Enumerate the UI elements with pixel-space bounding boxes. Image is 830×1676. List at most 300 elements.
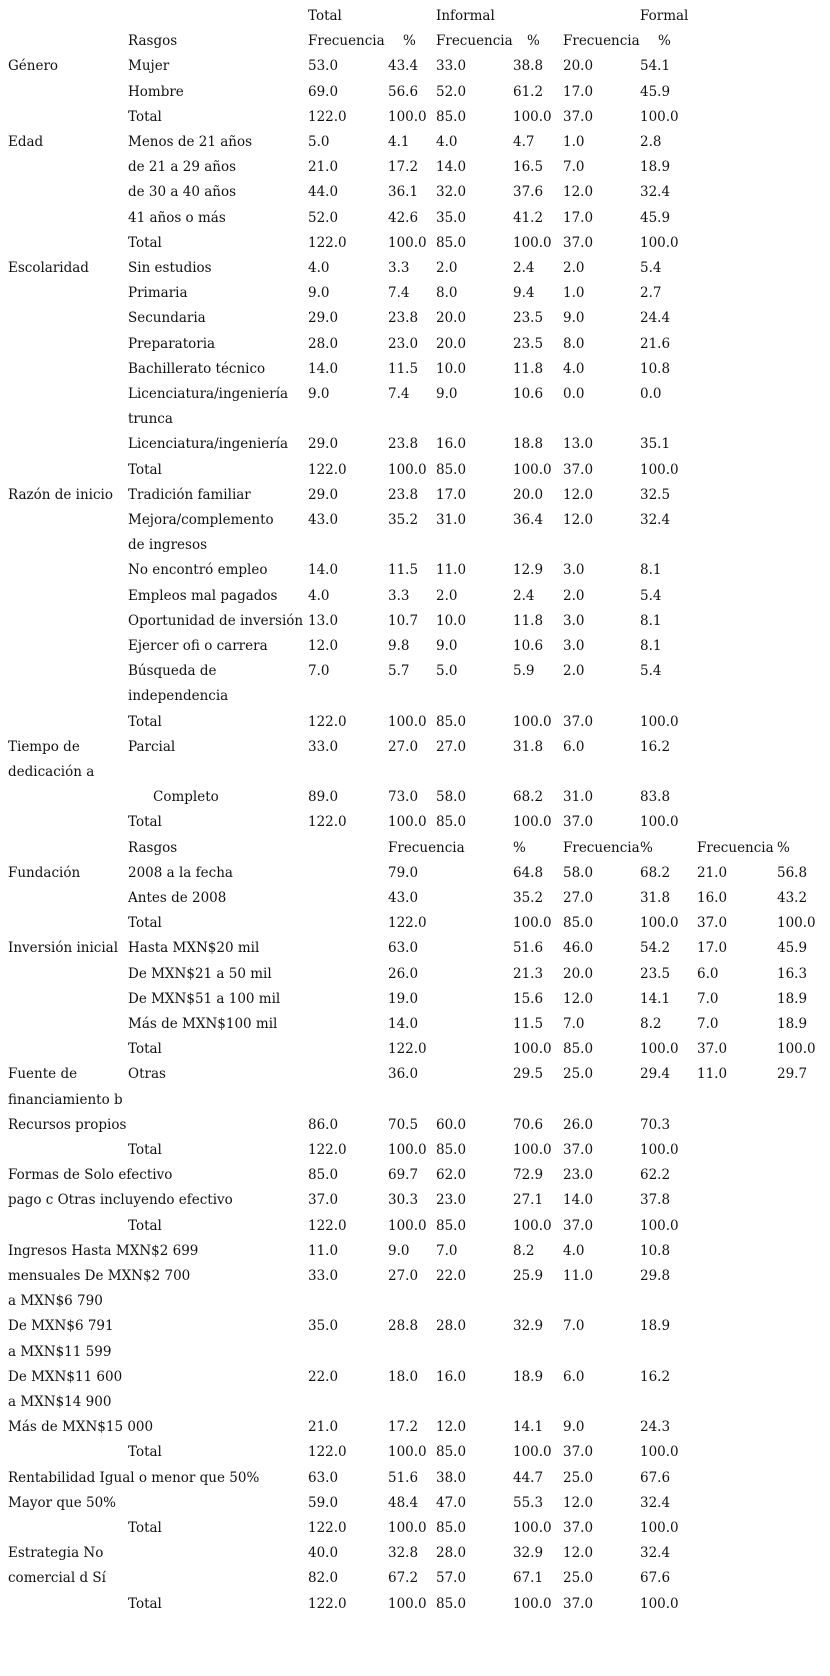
table-cell: 8.1 bbox=[640, 562, 662, 579]
table-cell: 62.2 bbox=[640, 1167, 671, 1184]
table-cell: 100.0 bbox=[640, 461, 679, 478]
table-cell: 23.5 bbox=[513, 310, 544, 327]
column-group-header: Total bbox=[308, 8, 342, 24]
table-cell: 43.2 bbox=[777, 890, 808, 906]
table-cell: 10.0 bbox=[436, 612, 467, 629]
row-label: Menos de 21 años bbox=[128, 134, 253, 150]
table-cell: 29.7 bbox=[777, 1066, 808, 1083]
table-cell: 2.8 bbox=[640, 134, 662, 150]
table-cell: 100.0 bbox=[513, 915, 552, 932]
table-cell: 100.0 bbox=[513, 461, 552, 478]
table-cell: 73.0 bbox=[388, 789, 419, 806]
row-category: Estrategia No bbox=[8, 1545, 104, 1562]
table-cell: 12.0 bbox=[308, 638, 339, 654]
table-cell: 33.0 bbox=[308, 1268, 339, 1284]
table-cell: 36.4 bbox=[513, 512, 544, 528]
table-cell: 2.4 bbox=[513, 260, 535, 276]
row-category: Recursos propios bbox=[8, 1116, 127, 1133]
table-cell: 100.0 bbox=[640, 1595, 679, 1612]
table-cell: 9.0 bbox=[388, 1242, 410, 1259]
table-cell: 45.9 bbox=[640, 83, 671, 100]
table-cell: 100.0 bbox=[513, 1041, 552, 1058]
table-cell: 100.0 bbox=[640, 1142, 679, 1158]
table-cell: 37.0 bbox=[563, 461, 594, 478]
table-cell: 85.0 bbox=[436, 1217, 467, 1234]
table-cell: 3.3 bbox=[388, 260, 410, 276]
table-cell: 24.4 bbox=[640, 310, 671, 327]
table-cell: 18.9 bbox=[777, 990, 808, 1007]
table-cell: 4.0 bbox=[436, 134, 458, 150]
table-cell: 54.1 bbox=[640, 58, 671, 75]
table-cell: 28.8 bbox=[388, 1318, 419, 1335]
row-label: Antes de 2008 bbox=[128, 890, 227, 906]
table-cell: 46.0 bbox=[563, 940, 594, 957]
table-cell: 2.0 bbox=[563, 260, 585, 276]
table-cell: 53.0 bbox=[308, 58, 339, 75]
row-label: Secundaria bbox=[128, 310, 206, 327]
row-label: Completo bbox=[153, 789, 219, 806]
table-cell: 8.1 bbox=[640, 638, 662, 654]
table-cell: 38.8 bbox=[513, 58, 544, 75]
table-cell: 3.0 bbox=[563, 562, 585, 579]
table-cell: 1.0 bbox=[563, 285, 585, 302]
table-cell: 85.0 bbox=[436, 1595, 467, 1612]
table-cell: 6.0 bbox=[697, 965, 719, 982]
row-category: a MXN$14 900 bbox=[8, 1394, 112, 1410]
table-cell: 32.0 bbox=[436, 184, 467, 201]
table-cell: 14.0 bbox=[308, 562, 339, 579]
table-cell: 8.0 bbox=[436, 285, 458, 302]
row-category: financiamiento b bbox=[8, 1091, 123, 1108]
table-cell: % bbox=[777, 839, 790, 856]
row-category: Escolaridad bbox=[8, 260, 89, 276]
table-cell: 83.8 bbox=[640, 789, 671, 806]
row-label: Total bbox=[128, 915, 162, 932]
table-cell: 43.0 bbox=[308, 512, 339, 528]
table-cell: 100.0 bbox=[513, 1595, 552, 1612]
table-cell: 40.0 bbox=[308, 1545, 339, 1562]
table-cell: 16.2 bbox=[640, 738, 671, 755]
row-category: Edad bbox=[8, 134, 44, 150]
row-category: Formas de Solo efectivo bbox=[8, 1167, 173, 1184]
row-label: 2008 a la fecha bbox=[128, 864, 233, 881]
table-cell: 17.0 bbox=[563, 83, 594, 100]
table-cell: 0.0 bbox=[640, 386, 662, 402]
table-cell: 70.3 bbox=[640, 1116, 671, 1133]
row-label: Mujer bbox=[128, 58, 170, 75]
table-cell: 2.0 bbox=[563, 587, 585, 604]
table-cell: 14.0 bbox=[563, 1192, 594, 1209]
table-cell: Frecuencia bbox=[697, 839, 774, 856]
table-cell: 16.2 bbox=[640, 1368, 671, 1385]
table-cell: 100.0 bbox=[513, 1520, 552, 1536]
table-cell: 100.0 bbox=[388, 461, 427, 478]
table-cell: 9.0 bbox=[308, 386, 330, 402]
table-cell: 56.8 bbox=[777, 864, 808, 881]
table-cell: 85.0 bbox=[308, 1167, 339, 1184]
row-label: Total bbox=[128, 1142, 162, 1158]
table-cell: % bbox=[513, 839, 526, 856]
table-cell: 9.0 bbox=[563, 1419, 585, 1436]
table-cell: 17.0 bbox=[563, 209, 594, 226]
table-cell: 122.0 bbox=[308, 1444, 347, 1461]
row-label: Total bbox=[128, 1595, 162, 1612]
table-cell: 18.9 bbox=[640, 159, 671, 176]
table-cell: 79.0 bbox=[388, 864, 419, 881]
table-cell: 29.4 bbox=[640, 1066, 671, 1083]
table-cell: 9.0 bbox=[308, 285, 330, 302]
table-cell: 31.8 bbox=[640, 890, 671, 906]
table-cell: 100.0 bbox=[388, 713, 427, 730]
table-cell: 18.0 bbox=[388, 1368, 419, 1385]
table-cell: 59.0 bbox=[308, 1494, 339, 1511]
table-cell: 12.9 bbox=[513, 562, 544, 579]
row-category: Género bbox=[8, 58, 59, 75]
table-cell: 51.6 bbox=[388, 1469, 419, 1486]
table-cell: 23.0 bbox=[388, 335, 419, 352]
table-cell: 69.0 bbox=[308, 83, 339, 100]
row-category: pago c Otras incluyendo efectivo bbox=[8, 1192, 233, 1209]
table-cell: 16.5 bbox=[513, 159, 544, 176]
table-cell: 14.0 bbox=[308, 360, 339, 377]
row-label: Preparatoria bbox=[128, 335, 216, 352]
row-category: dedicación a bbox=[8, 764, 95, 780]
table-cell: 100.0 bbox=[388, 1444, 427, 1461]
table-cell: 14.0 bbox=[436, 159, 467, 176]
table-cell: 54.2 bbox=[640, 940, 671, 957]
table-cell: 100.0 bbox=[640, 1444, 679, 1461]
table-cell: 7.0 bbox=[563, 159, 585, 176]
column-header: % bbox=[403, 33, 416, 50]
table-cell: 100.0 bbox=[513, 1217, 552, 1234]
table-cell: 35.2 bbox=[388, 512, 419, 528]
row-label: Total bbox=[128, 1041, 162, 1058]
row-label: Total bbox=[128, 234, 162, 251]
table-cell: 44.7 bbox=[513, 1469, 544, 1486]
table-cell: 37.0 bbox=[563, 1142, 594, 1158]
table-cell: 100.0 bbox=[513, 1142, 552, 1158]
table-cell: 61.2 bbox=[513, 83, 544, 100]
table-cell: 23.0 bbox=[563, 1167, 594, 1184]
table-cell: 36.0 bbox=[388, 1066, 419, 1083]
table-cell: 122.0 bbox=[308, 108, 347, 125]
table-cell: 14.1 bbox=[640, 990, 671, 1007]
table-cell: 14.1 bbox=[513, 1419, 544, 1436]
table-cell: 32.5 bbox=[640, 486, 671, 503]
table-cell: 2.0 bbox=[436, 587, 458, 604]
row-label: Bachillerato técnico bbox=[128, 360, 266, 377]
table-cell: 32.4 bbox=[640, 512, 671, 528]
table-cell: 20.0 bbox=[436, 335, 467, 352]
table-cell: 27.0 bbox=[388, 1268, 419, 1284]
row-label: Total bbox=[128, 1520, 162, 1536]
table-cell: 7.4 bbox=[388, 285, 410, 302]
row-label: Mejora/complemento bbox=[128, 512, 274, 528]
table-cell: 8.2 bbox=[513, 1242, 535, 1259]
table-cell: 45.9 bbox=[777, 940, 808, 957]
table-cell: 13.0 bbox=[563, 436, 594, 453]
table-cell: 5.4 bbox=[640, 587, 662, 604]
table-cell: 100.0 bbox=[640, 1217, 679, 1234]
table-cell: 15.6 bbox=[513, 990, 544, 1007]
table-cell: 86.0 bbox=[308, 1116, 339, 1133]
table-cell: 37.8 bbox=[640, 1192, 671, 1209]
row-category: De MXN$11 600 bbox=[8, 1368, 123, 1385]
table-cell: 43.0 bbox=[388, 890, 419, 906]
table-cell: 32.4 bbox=[640, 1545, 671, 1562]
table-cell: 14.0 bbox=[388, 1016, 419, 1032]
table-cell: 16.0 bbox=[436, 1368, 467, 1385]
table-cell: 21.6 bbox=[640, 335, 671, 352]
table-cell: 11.8 bbox=[513, 612, 544, 629]
table-cell: 11.0 bbox=[436, 562, 467, 579]
table-cell: 29.5 bbox=[513, 1066, 544, 1083]
row-label: Sin estudios bbox=[128, 260, 212, 276]
table-cell: 64.8 bbox=[513, 864, 544, 881]
table-cell: 3.0 bbox=[563, 638, 585, 654]
table-cell: 17.0 bbox=[697, 940, 728, 957]
table-cell: 67.6 bbox=[640, 1570, 671, 1587]
table-cell: 3.0 bbox=[563, 612, 585, 629]
table-cell: 43.4 bbox=[388, 58, 419, 75]
table-cell: 62.0 bbox=[436, 1167, 467, 1184]
table-cell: 37.0 bbox=[563, 1595, 594, 1612]
table-cell: 100.0 bbox=[388, 1595, 427, 1612]
table-cell: 4.0 bbox=[308, 260, 330, 276]
table-cell: 29.8 bbox=[640, 1268, 671, 1284]
table-cell: 23.8 bbox=[388, 310, 419, 327]
table-cell: 27.0 bbox=[388, 738, 419, 755]
table-cell: 28.0 bbox=[436, 1545, 467, 1562]
table-cell: 11.0 bbox=[697, 1066, 728, 1083]
row-label: Más de MXN$100 mil bbox=[128, 1016, 278, 1032]
table-cell: 9.4 bbox=[513, 285, 535, 302]
row-label: Licenciatura/ingeniería bbox=[128, 436, 289, 453]
table-cell: 60.0 bbox=[436, 1116, 467, 1133]
table-cell: 20.0 bbox=[436, 310, 467, 327]
table-cell: 100.0 bbox=[777, 1041, 816, 1058]
table-cell: 85.0 bbox=[436, 1142, 467, 1158]
row-label: Licenciatura/ingeniería bbox=[128, 386, 289, 402]
table-cell: 82.0 bbox=[308, 1570, 339, 1587]
table-cell: 27.0 bbox=[436, 738, 467, 755]
row-category: Fundación bbox=[8, 864, 81, 881]
row-category: Fuente de bbox=[8, 1066, 78, 1083]
row-category: a MXN$6 790 bbox=[8, 1293, 103, 1310]
row-category: De MXN$6 791 bbox=[8, 1318, 114, 1335]
table-cell: 38.0 bbox=[436, 1469, 467, 1486]
row-label: Búsqueda de bbox=[128, 663, 217, 680]
table-cell: 27.0 bbox=[563, 890, 594, 906]
table-cell: 100.0 bbox=[640, 108, 679, 125]
table-cell: 9.0 bbox=[436, 638, 458, 654]
table-cell: 63.0 bbox=[388, 940, 419, 957]
table-cell: 35.2 bbox=[513, 890, 544, 906]
table-cell: 12.0 bbox=[563, 512, 594, 528]
table-cell: 12.0 bbox=[563, 486, 594, 503]
row-label: Rasgos bbox=[128, 839, 178, 856]
table-cell: 35.1 bbox=[640, 436, 671, 453]
table-cell: 2.7 bbox=[640, 285, 662, 302]
table-cell: 70.5 bbox=[388, 1116, 419, 1133]
row-label: Total bbox=[128, 108, 162, 125]
table-cell: 4.7 bbox=[513, 134, 535, 150]
table-cell: 32.4 bbox=[640, 1494, 671, 1511]
table-cell: 11.8 bbox=[513, 360, 544, 377]
table-cell: 32.9 bbox=[513, 1545, 544, 1562]
table-cell: 25.9 bbox=[513, 1268, 544, 1284]
table-cell: 85.0 bbox=[436, 1520, 467, 1536]
table-cell: 26.0 bbox=[388, 965, 419, 982]
table-cell: 10.8 bbox=[640, 1242, 671, 1259]
table-cell: 7.0 bbox=[563, 1016, 585, 1032]
table-cell: 68.2 bbox=[640, 864, 671, 881]
table-cell: 58.0 bbox=[563, 864, 594, 881]
table-cell: 122.0 bbox=[308, 461, 347, 478]
table-cell: 23.8 bbox=[388, 436, 419, 453]
row-label: de ingresos bbox=[128, 537, 208, 554]
table-cell: 23.5 bbox=[513, 335, 544, 352]
table-cell: 9.8 bbox=[388, 638, 410, 654]
table-cell: 7.0 bbox=[563, 1318, 585, 1335]
table-cell: 28.0 bbox=[436, 1318, 467, 1335]
table-cell: 100.0 bbox=[640, 234, 679, 251]
table-cell: 8.1 bbox=[640, 612, 662, 629]
table-cell: 85.0 bbox=[436, 108, 467, 125]
table-cell: 122.0 bbox=[388, 915, 427, 932]
row-label: Parcial bbox=[128, 738, 176, 755]
table-cell: 35.0 bbox=[308, 1318, 339, 1335]
table-cell: 17.0 bbox=[436, 486, 467, 503]
table-cell: 35.0 bbox=[436, 209, 467, 226]
table-cell: 12.0 bbox=[563, 184, 594, 201]
row-label: Tradición familiar bbox=[128, 486, 251, 503]
table-cell: 7.0 bbox=[697, 990, 719, 1007]
row-label: independencia bbox=[128, 688, 229, 705]
table-cell: 100.0 bbox=[640, 1041, 679, 1058]
table-cell: 16.0 bbox=[436, 436, 467, 453]
row-category: mensuales De MXN$2 700 bbox=[8, 1268, 191, 1284]
table-cell: 67.6 bbox=[640, 1469, 671, 1486]
table-cell: 45.9 bbox=[640, 209, 671, 226]
table-cell: 21.0 bbox=[308, 159, 339, 176]
table-cell: 85.0 bbox=[563, 1041, 594, 1058]
row-label: de 30 a 40 años bbox=[128, 184, 236, 201]
table-cell: 16.0 bbox=[697, 890, 728, 906]
table-cell: 100.0 bbox=[640, 1520, 679, 1536]
table-cell: 85.0 bbox=[436, 234, 467, 251]
table-cell: 12.0 bbox=[563, 1545, 594, 1562]
table-cell: Frecuencia bbox=[563, 839, 640, 856]
table-cell: 5.4 bbox=[640, 663, 662, 680]
table-cell: 31.8 bbox=[513, 738, 544, 755]
table-cell: 32.4 bbox=[640, 184, 671, 201]
table-cell: 100.0 bbox=[388, 1217, 427, 1234]
table-cell: 11.0 bbox=[308, 1242, 339, 1259]
row-label: Primaria bbox=[128, 285, 188, 302]
table-cell: 20.0 bbox=[563, 965, 594, 982]
column-header: Frecuencia bbox=[308, 33, 385, 50]
table-cell: 122.0 bbox=[308, 1142, 347, 1158]
table-cell: 10.8 bbox=[640, 360, 671, 377]
table-cell: 31.0 bbox=[436, 512, 467, 528]
table-cell: 100.0 bbox=[388, 1520, 427, 1536]
table-cell: 69.7 bbox=[388, 1167, 419, 1184]
table-cell: 1.0 bbox=[563, 134, 585, 150]
row-label: Oportunidad de inversión bbox=[128, 612, 304, 629]
row-label: Total bbox=[128, 713, 162, 730]
table-cell: 85.0 bbox=[563, 915, 594, 932]
table-cell: 29.0 bbox=[308, 436, 339, 453]
table-cell: 85.0 bbox=[436, 461, 467, 478]
table-cell: 7.0 bbox=[436, 1242, 458, 1259]
row-category: Mayor que 50% bbox=[8, 1494, 116, 1511]
table-cell: 42.6 bbox=[388, 209, 419, 226]
column-header: Rasgos bbox=[128, 33, 178, 50]
table-cell: 10.6 bbox=[513, 638, 544, 654]
table-cell: 10.6 bbox=[513, 386, 544, 402]
table-cell: 22.0 bbox=[308, 1368, 339, 1385]
table-cell: 18.8 bbox=[513, 436, 544, 453]
table-cell: 100.0 bbox=[388, 1142, 427, 1158]
table-cell: 100.0 bbox=[513, 814, 552, 831]
table-cell: 122.0 bbox=[308, 1217, 347, 1234]
column-group-header: Formal bbox=[640, 8, 689, 24]
table-cell: 18.9 bbox=[777, 1016, 808, 1032]
table-cell: 37.0 bbox=[563, 713, 594, 730]
table-cell: 48.4 bbox=[388, 1494, 419, 1511]
table-cell: 100.0 bbox=[640, 915, 679, 932]
table-cell: 32.9 bbox=[513, 1318, 544, 1335]
table-cell: 11.5 bbox=[388, 562, 419, 579]
table-cell: 122.0 bbox=[308, 1520, 347, 1536]
table-cell: 56.6 bbox=[388, 83, 419, 100]
table-cell: 37.0 bbox=[563, 1520, 594, 1536]
table-cell: 89.0 bbox=[308, 789, 339, 806]
table-cell: 100.0 bbox=[388, 234, 427, 251]
table-cell: 5.9 bbox=[513, 663, 535, 680]
table-cell: 21.0 bbox=[308, 1419, 339, 1436]
table-cell: 70.6 bbox=[513, 1116, 544, 1133]
table-cell: 26.0 bbox=[563, 1116, 594, 1133]
row-label: Total bbox=[128, 1217, 162, 1234]
row-label: Hombre bbox=[128, 83, 184, 100]
table-cell: 28.0 bbox=[308, 335, 339, 352]
column-group-header: Informal bbox=[436, 8, 495, 24]
row-category: Inversión inicial bbox=[8, 940, 119, 957]
table-cell: 9.0 bbox=[436, 386, 458, 402]
table-cell: 100.0 bbox=[777, 915, 816, 932]
table-cell: 3.3 bbox=[388, 587, 410, 604]
table-cell: 33.0 bbox=[436, 58, 467, 75]
table-cell: 85.0 bbox=[436, 713, 467, 730]
table-cell: 52.0 bbox=[308, 209, 339, 226]
row-category: Rentabilidad Igual o menor que 50% bbox=[8, 1469, 260, 1486]
table-cell: 21.3 bbox=[513, 965, 544, 982]
table-cell: 23.8 bbox=[388, 486, 419, 503]
table-cell: 25.0 bbox=[563, 1066, 594, 1083]
table-cell: 37.0 bbox=[563, 814, 594, 831]
table-cell: 55.3 bbox=[513, 1494, 544, 1511]
table-cell: 8.0 bbox=[563, 335, 585, 352]
table-cell: 6.0 bbox=[563, 738, 585, 755]
table-cell: 7.4 bbox=[388, 386, 410, 402]
table-cell: 29.0 bbox=[308, 486, 339, 503]
table-cell: 100.0 bbox=[640, 713, 679, 730]
column-header: % bbox=[527, 33, 540, 50]
table-cell: 4.0 bbox=[308, 587, 330, 604]
table-cell: 29.0 bbox=[308, 310, 339, 327]
